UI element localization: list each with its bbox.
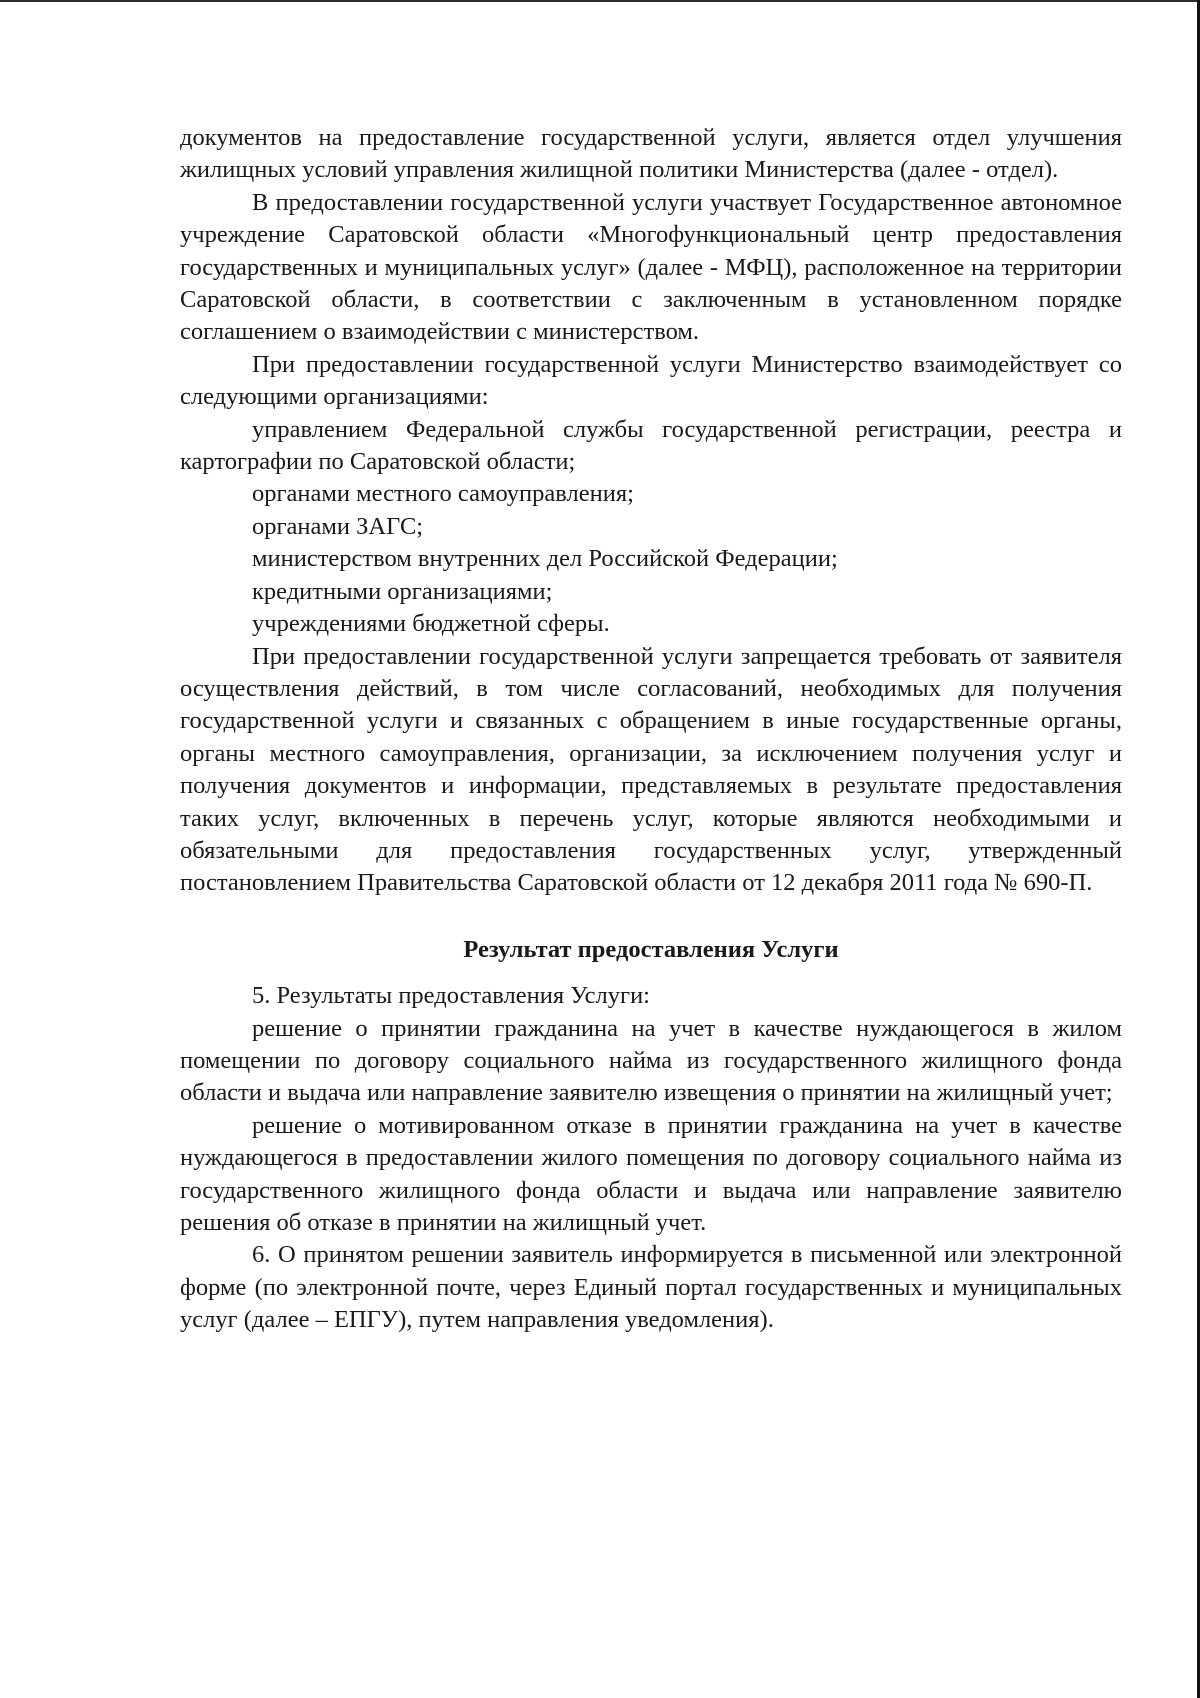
list-item-zags: органами ЗАГС;	[252, 512, 424, 540]
list-item-rosreestr: управлением Федеральной службы государственной регистрации, реестра и картографии по Саратовской области;	[180, 415, 1122, 476]
section-heading: Результат предоставления Услуги	[463, 935, 839, 963]
list-item-credit-organizations: кредитными организациями;	[252, 577, 553, 605]
list-item-interior-ministry: министерством внутренних дел Российской Федерации;	[252, 545, 838, 573]
document-body	[180, 122, 1122, 1337]
scan-top-edge	[0, 0, 1200, 2]
paragraph-result-acceptance: решение о принятии гражданина на учет в качестве нуждающегося в жилом помещении по договору социального найма из государственного жилищного фонда области и выдача или направление заявителю извещения о принятии на жилищный учет;	[180, 1014, 1122, 1107]
paragraph-results-intro: 5. Результаты предоставления Услуги:	[252, 982, 650, 1010]
paragraph-notification: 6. О принятом решении заявитель информируется в письменной или электронной форме (по электронной почте, через Единый портал государственных и муниципальных услуг (далее – ЕПГУ), путем направления уведомления).	[180, 1241, 1122, 1334]
paragraph-responsible-department: документов на предоставление государственной услуги, является отдел улучшения жилищных условий управления жилищной политики Министерства (далее - отдел).	[180, 124, 1122, 184]
paragraph-mfc-participation: В предоставлении государственной услуги участвует Государственное автономное учреждение Саратовской области «Многофункциональный центр предоставления государственных и муниципальных услуг» (далее - МФЦ), расположенное на территории Саратовской области, в соответствии с заключенным в установленном порядке соглашением о взаимодействии с министерством.	[180, 188, 1122, 346]
paragraph-interaction-intro: При предоставлении государственной услуги Министерство взаимодействует со следующими организациями:	[180, 350, 1122, 411]
list-item-local-government: органами местного самоуправления;	[252, 480, 634, 508]
list-item-budget-institutions: учреждениями бюджетной сферы.	[252, 610, 610, 638]
paragraph-result-refusal: решение о мотивированном отказе в принятии гражданина на учет в качестве нуждающегося в предоставлении жилого помещения по договору социального найма из государственного жилищного фонда области и выдача или направление заявителю решения об отказе в принятии на жилищный учет.	[180, 1111, 1122, 1236]
paragraph-prohibition: При предоставлении государственной услуги запрещается требовать от заявителя осуществления действий, в том числе согласований, необходимых для получения государственной услуги и связанных с обращением в иные государственные органы, органы местного самоуправления, организации, за исключением получения услуг и получения документов и информации, представляемых в результате предоставления таких услуг, включенных в перечень услуг, которые являются необходимыми и обязательными для предоставления государственных услуг, утвержденный постановлением Правительства Саратовской области от 12 декабря 2011 года № 690-П.	[180, 642, 1122, 897]
